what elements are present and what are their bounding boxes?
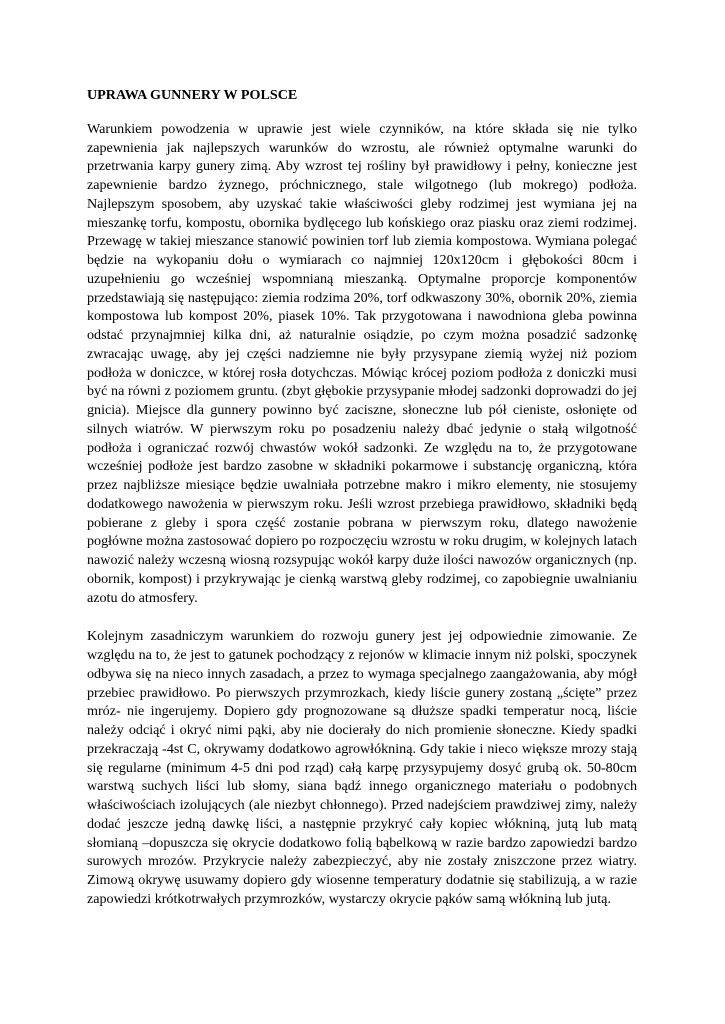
document-title: UPRAWA GUNNERY W POLSCE [87, 87, 298, 103]
document-body [87, 86, 637, 929]
paragraph-cultivation: Warunkiem powodzenia w uprawie jest wiele czynników, na które składa się nie tylko zapewnienia jak najlepszych warunków do wzrostu, ale również optymalne warunki do przetrwania karpy gunery zimą. Aby wzrost tej rośliny był prawidłowy i pełny, konieczne jest zapewnienie bardzo żyznego, próchnicznego, stale wilgotnego (lub mokrego) podłoża. Najlepszym sposobem, aby uzyskać takie właściwości gleby rodzimej jest wymiana jej na mieszankę torfu, kompostu, obornika bydlęcego lub końskiego oraz piasku oraz ziemi rodzimej. Przewagę w takiej mieszance stanowić powinien torf lub ziemia kompostowa. Wymiana polegać będzie na wykopaniu dołu o wymiarach co najmniej 120x120cm i głębokości 80cm i uzupełnieniu go wcześniej wspomnianą mieszanką. Optymalne proporcje komponentów przedstawiają się następująco: ziemia rodzima 20%, torf odkwaszony 30%, obornik 20%, ziemia kompostowa lub kompost 20%, piasek 10%. Tak przygotowana i nawodniona gleba powinna odstać przynajmniej kilka dni, aż naturalnie osiądzie, po czym można posadzić sadzonkę zwracając uwagę, aby jej części nadziemne nie były przysypane ziemią wyżej niż poziom podłoża w doniczce, w której rosła dotychczas. Mówiąc krócej poziom podłoża z doniczki musi być na równi z poziomem gruntu. (zbyt głębokie przysypanie młodej sadzonki doprowadzi do jej gnicia). Miejsce dla gunnery powinno być zaciszne, słoneczne lub pół cieniste, osłonięte od silnych wiatrów. W pierwszym roku po posadzeniu należy dbać jedynie o stałą wilgotność podłoża i ograniczać rozwój chwastów wokół sadzonki. Ze względu na to, że przygotowane wcześniej podłoże jest bardzo zasobne w składniki pokarmowe i substancję organiczną, która przez najbliższe miesiące będzie uwalniała potrzebne makro i mikro elementy, nie stosujemy dodatkowego nawożenia w pierwszym roku. Jeśli wzrost przebiega prawidłowo, składniki będą pobierane z gleby i spora część zostanie pobrana w pierwszym roku, dlatego nawożenie pogłówne można zastosować dopiero po rozpoczęciu wzrostu w roku drugim, w kolejnych latach nawozić należy wczesną wiosną rozsypując wokół karpy duże ilości nawozów organicznych (np. obornik, kompost) i przykrywając je cienką warstwą gleby rodzimej, co zapobiegnie uwalnianiu azotu do atmosfery. [87, 120, 637, 606]
paragraph-wintering: Kolejnym zasadniczym warunkiem do rozwoju gunery jest jej odpowiednie zimowanie. Ze względu na to, że jest to gatunek pochodzący z rejonów w klimacie innym niż polski, spoczynek odbywa się na nieco innych zasadach, a przez to wymaga specjalnego zaangażowania, aby mógł przebiec prawidłowo. Po pierwszych przymrozkach, kiedy liście gunery zostaną „ścięte” przez mróz- nie ingerujemy. Dopiero gdy prognozowane są dłuższe spadki temperatur nocą, liście należy odciąć i okryć nimi pąki, aby nie docierały do nich promienie słoneczne. Kiedy spadki przekraczają -4st C, okrywamy dodatkowo agrowłókniną. Gdy takie i nieco większe mrozy stają się regularne (minimum 4-5 dni pod rząd) całą karpę przysypujemy dosyć grubą ok. 50-80cm warstwą suchych liści lub słomy, siana bądź innego organicznego materiału o podobnych właściwościach izolujących (ale niezbyt chłonnego). Przed nadejściem prawdziwej zimy, należy dodać jeszcze jedną dawkę liści, a następnie przykryć cały kopiec włókniną, jutą lub matą słomianą –dopuszcza się okrycie dodatkowo folią bąbelkową w razie bardzo zapowiedzi bardzo surowych mrozów. Przykrycie należy zabezpieczyć, aby nie zostały zniszczone przez wiatry. Zimową okrywę usuwamy dopiero gdy wiosenne temperatury dodatnie się stabilizują, a w razie zapowiedzi krótkotrwałych przymrozków, wystarczy okrycie pąków samą włókniną lub jutą. [87, 628, 637, 907]
